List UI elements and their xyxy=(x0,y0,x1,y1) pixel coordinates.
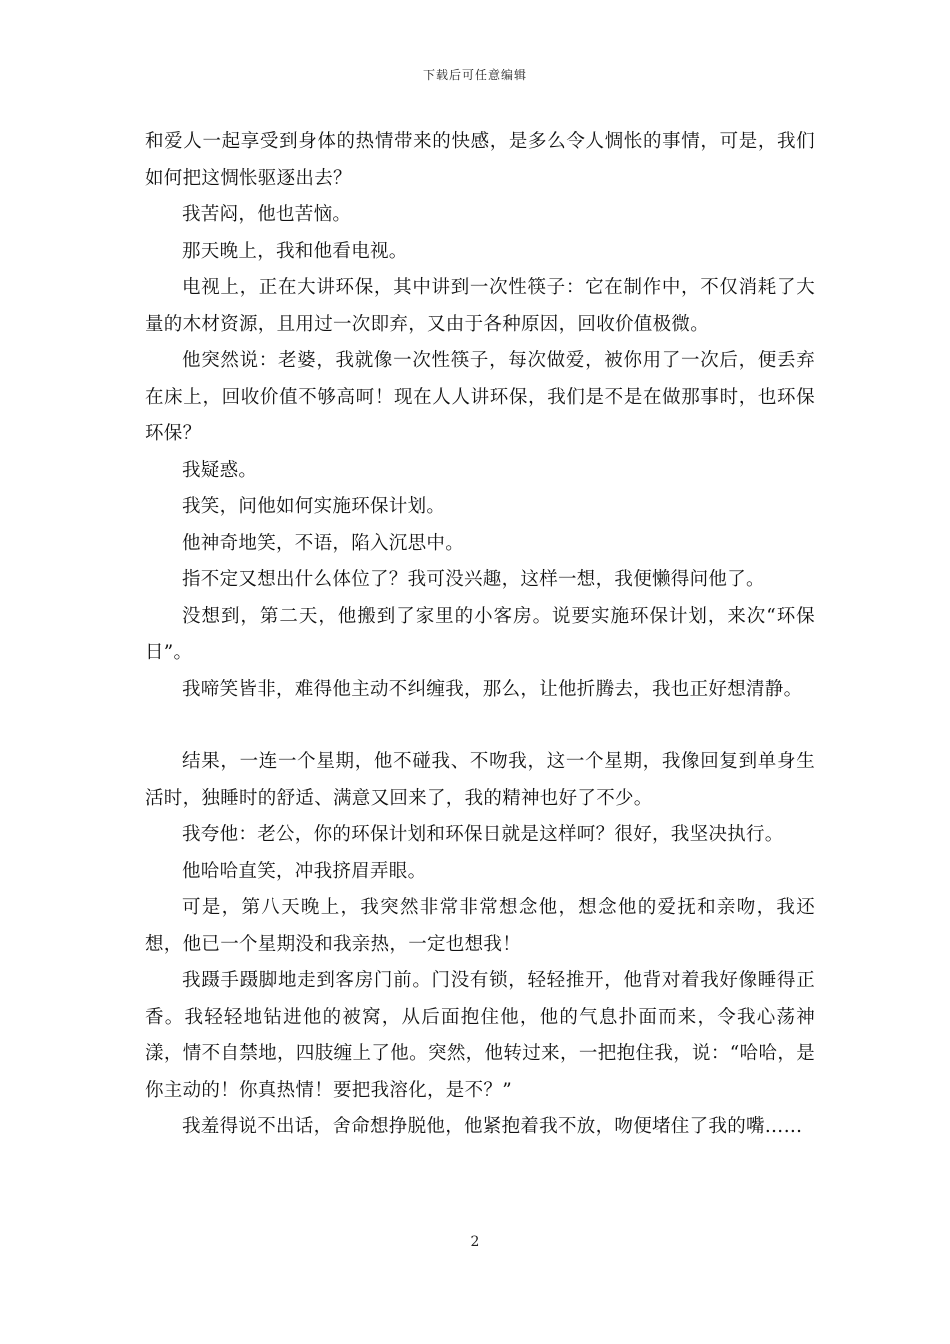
paragraph: 结果，一连一个星期，他不碰我、不吻我，这一个星期，我像回复到单身生活时，独睡时的舒适、满意又回来了，我的精神也好了不少。 xyxy=(145,751,815,809)
paragraph: 我羞得说不出话，舍命想挣脱他，他紧抱着我不放，吻便堵住了我的嘴…… xyxy=(182,1116,803,1137)
paragraph: 我蹑手蹑脚地走到客房门前。门没有锁，轻轻推开，他背对着我好像睡得正香。我轻轻地钻进他的被窝，从后面抱住他，他的气息扑面而来，令我心荡神漾，情不自禁地，四肢缠上了他。突然，他转过来，一把抱住我，说：“哈哈，是你主动的！你真热情！要把我溶化，是不？” xyxy=(145,970,815,1101)
body-text xyxy=(145,124,815,1146)
paragraph: 我夸他：老公，你的环保计划和环保日就是这样呵？很好，我坚决执行。 xyxy=(182,824,784,845)
paragraph: 我笑，问他如何实施环保计划。 xyxy=(182,496,446,517)
paragraph: 我疑惑。 xyxy=(182,459,258,481)
paragraph: 他突然说：老婆，我就像一次性筷子，每次做爱，被你用了一次后，便丢弃在床上，回收价值不够高呵！现在人人讲环保，我们是不是在做那事时，也环保环保？ xyxy=(145,350,815,444)
paragraph: 他神奇地笑，不语，陷入沉思中。 xyxy=(182,532,465,554)
paragraph: 没想到，第二天，他搬到了家里的小客房。说要实施环保计划，来次“环保日”。 xyxy=(145,605,815,663)
paragraph: 和爱人一起享受到身体的热情带来的快感，是多么令人惆怅的事情，可是，我们如何把这惆怅驱逐出去？ xyxy=(145,131,815,189)
paragraph: 那天晚上，我和他看电视。 xyxy=(182,240,408,262)
page-number: 2 xyxy=(470,1234,480,1250)
paragraph: 电视上，正在大讲环保，其中讲到一次性筷子：它在制作中，不仅消耗了大量的木材资源，且用过一次即弃，又由于各种原因，回收价值极微。 xyxy=(145,277,815,335)
paragraph: 他哈哈直笑，冲我挤眉弄眼。 xyxy=(182,860,427,882)
paragraph: 指不定又想出什么体位了？我可没兴趣，这样一想，我便懒得问他了。 xyxy=(182,569,765,590)
paragraph: 我啼笑皆非，难得他主动不纠缠我，那么，让他折腾去，我也正好想清静。 xyxy=(182,678,803,700)
page-header: 下载后可任意编辑 xyxy=(422,68,527,82)
paragraph: 我苦闷，他也苦恼。 xyxy=(182,204,352,225)
paragraph: 可是，第八天晚上，我突然非常非常想念他，想念他的爱抚和亲吻，我还想，他已一个星期没和我亲热，一定也想我！ xyxy=(145,897,815,955)
